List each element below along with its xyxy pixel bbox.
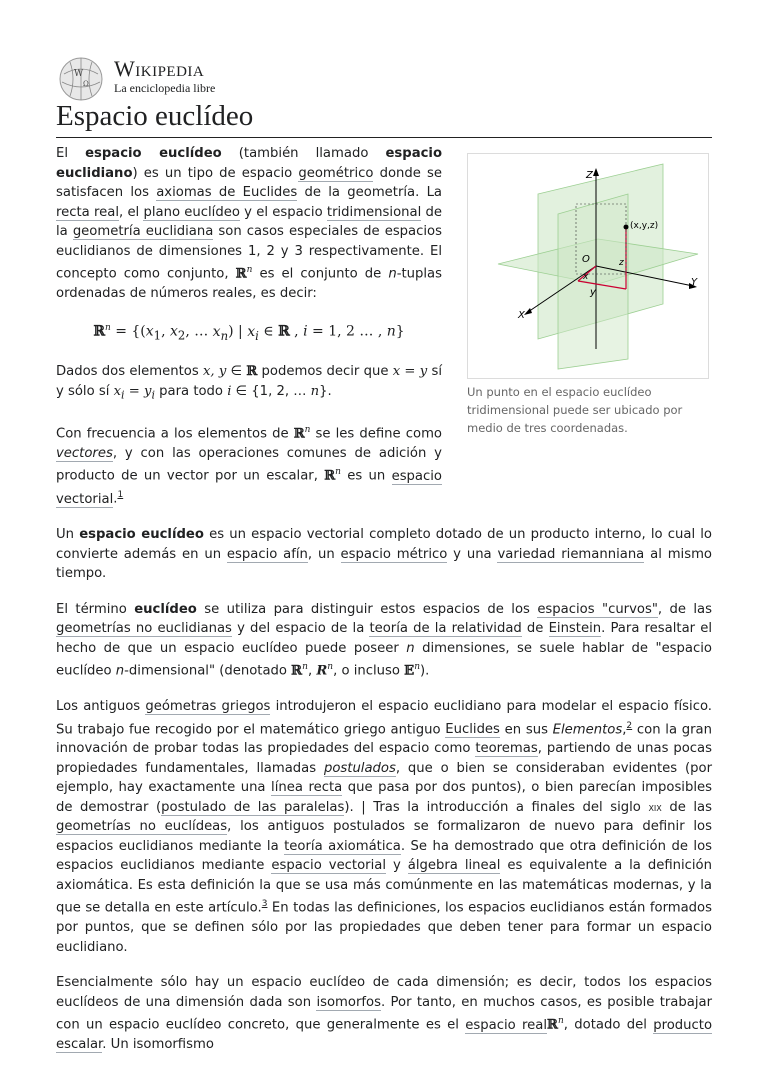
link-geometrico[interactable]: geométrico: [298, 165, 374, 181]
wikipedia-tagline: La enciclopedia libre: [114, 81, 216, 95]
y-segment-label: y: [590, 287, 596, 298]
figure-caption: Un punto en el espacio euclídeo tridimensional puede ser ubicado por medio de tres coordenadas.: [467, 385, 683, 435]
link-espacio-vectorial[interactable]: espacio vectorial: [56, 468, 442, 507]
link-geometria-euclidiana[interactable]: geometría euclidiana: [72, 224, 214, 239]
x-segment-label: x: [583, 272, 589, 282]
y-axis-label: Y: [691, 277, 698, 288]
paragraph-complete-space: Un espacio euclídeo es un espacio vectorial completo dotado de un producto interno, lo cual lo convierte además en un espacio afín, un espacio métrico y una variedad riemanniana al mismo tiempo.: [56, 527, 713, 582]
ref-3[interactable]: 3: [261, 899, 268, 910]
link-metrico[interactable]: espacio métrico: [340, 546, 448, 562]
link-einstein[interactable]: Einstein: [548, 621, 602, 637]
origin-label: O: [582, 254, 590, 265]
article-content: [56, 144, 712, 1071]
link-riemanniana[interactable]: variedad riemanniana: [497, 546, 645, 562]
link-algebra-lineal[interactable]: álgebra lineal: [407, 858, 501, 874]
link-teoremas[interactable]: teoremas: [475, 741, 538, 757]
ref-2[interactable]: 2: [626, 720, 633, 731]
equation-rn-definition: ℝ$^n$ = {($x_1$, $x_2$, … $x_n$) | $x_i$ ∈ ℝ , i = 1, 2 … , n}: [93, 323, 405, 343]
paragraph-uniqueness: Esencialmente sólo hay un espacio euclídeo de cada dimensión; es decir, todos los espacios euclídeos de una dimensión dada son isomorfos. Por tanto, en muchos casos, es posible trabajar con un espacio euclídeo concreto, que generalmente es el espacio realℝ$^n$, dotado del producto escalar. Un isomorfismo: [56, 975, 713, 1053]
link-postulado-paralelas[interactable]: postulado de las paralelas: [161, 799, 345, 815]
link-espacio-vectorial-2[interactable]: espacio vectorial: [271, 858, 386, 874]
wikipedia-wordmark[interactable]: Wikipedia: [114, 56, 205, 81]
link-tridimensional[interactable]: tridimensional: [326, 204, 422, 220]
link-relatividad[interactable]: teoría de la relatividad: [369, 621, 522, 637]
link-linea-recta[interactable]: línea recta: [271, 780, 343, 796]
wikipedia-globe-logo[interactable]: [56, 54, 106, 102]
link-axiomas[interactable]: axiomas de Euclides: [156, 185, 298, 200]
link-afin[interactable]: espacio afín: [226, 546, 308, 562]
z-axis-label: Z: [586, 170, 593, 181]
figure-thumbnail: [467, 153, 713, 437]
svg-text:Ω: Ω: [83, 80, 89, 88]
ref-1[interactable]: 1: [117, 490, 124, 501]
link-geometrias-no-euclideas[interactable]: geometrías no euclídeas: [56, 819, 228, 835]
link-recta-real[interactable]: recta real: [56, 204, 119, 220]
link-postulados[interactable]: postulados: [323, 760, 396, 776]
coordinate-planes-diagram: [468, 154, 708, 378]
link-isomorfos[interactable]: isomorfos: [316, 994, 381, 1010]
paragraph-history: Los antiguos geómetras griegos introdujeron el espacio euclidiano para modelar el espacio físico. Su trabajo fue recogido por el matemático griego antiguo Euclides en sus Elementos,$^2$ con la gran innovación de probar todas las propiedades del espacio como teoremas, partiendo de unas pocas propiedades fundamentales, llamadas postulados, que o bien se consideraban evidentes (por ejemplo, hay exactamente una línea recta que pasa por dos puntos), o bien parecían imposibles de demostrar (postulado de las paralelas). | Tras la introducción a finales del siglo xix de las geometrías no euclídeas, los antiguos postulados se formalizaron de nuevo para definir los espacios euclidianos mediante la teoría axiomática. Se ha demostrado que otra definición de los espacios euclidianos mediante espacio vectorial y álgebra lineal es equivalente a la definición axiomática. Es esta definición la que se usa más comúnmente en las matemáticas modernas, y la que se detalla en este artículo.$^3$ En todas las definiciones, los espacios euclidianos están formados por puntos, que se definen sólo por las propiedades que deben tener para formar un espacio euclidiano.: [56, 699, 713, 955]
link-no-euclidianas[interactable]: geometrías no euclidianas: [56, 621, 232, 637]
link-geometras[interactable]: geómetras griegos: [145, 699, 271, 715]
link-producto-escalar[interactable]: producto escalar: [56, 1017, 713, 1053]
paragraph-intro: El espacio euclídeo (también llamado espacio euclidiano) es un tipo de espacio geométrico donde se satisfacen los axiomas de Euclides de la geometría. La recta real, el plano euclídeo y el espacio tridimensional de la geometría euclidiana son casos especiales de espacios euclidianos de dimensiones 1, 2 y 3 respectivamente. El concepto como conjunto, ℝ$^n$ es el conjunto de n-tuplas ordenadas de números reales, es decir:: [56, 146, 442, 301]
x-axis-label: X: [518, 310, 525, 321]
link-vectores[interactable]: vectores: [56, 445, 113, 461]
link-curvos[interactable]: espacios "curvos": [537, 601, 658, 617]
link-espacio-real[interactable]: espacio real: [465, 1017, 547, 1033]
page-title: Espacio euclídeo: [56, 97, 712, 138]
paragraph-term: El término euclídeo se utiliza para distinguir estos espacios de los espacios "curvos", de las geometrías no euclidianas y del espacio de la teoría de la relatividad de Einstein. Para resaltar el hecho de que un espacio euclídeo puede poseer n dimensiones, se suele hablar de "espacio euclídeo n-dimensional" (denotado ℝ$^n$, $R^n$, o incluso 𝔼$^n$).: [56, 601, 713, 679]
point-label: (x,y,z): [630, 221, 659, 231]
paragraph-equality: Dados dos elementos x, y ∈ ℝ podemos decir que x = y sí y sólo sí $x_i = y_i$ para todo i ∈ {1, 2, … n}.: [56, 364, 443, 402]
link-plano[interactable]: plano euclídeo: [143, 204, 240, 220]
figure-image-frame[interactable]: [467, 153, 709, 379]
paragraph-vectors: Con frecuencia a los elementos de ℝ$^n$ se les define como vectores, y con las operaciones comunes de adición y producto de un vector por un escalar, ℝ$^n$ es un espacio vectorial.$^1$: [56, 424, 442, 507]
link-teoria-axiomatica[interactable]: teoría axiomática: [284, 838, 401, 854]
link-euclides[interactable]: Euclides: [445, 721, 500, 737]
svg-text:W: W: [74, 69, 84, 79]
z-segment-label: z: [619, 258, 624, 268]
